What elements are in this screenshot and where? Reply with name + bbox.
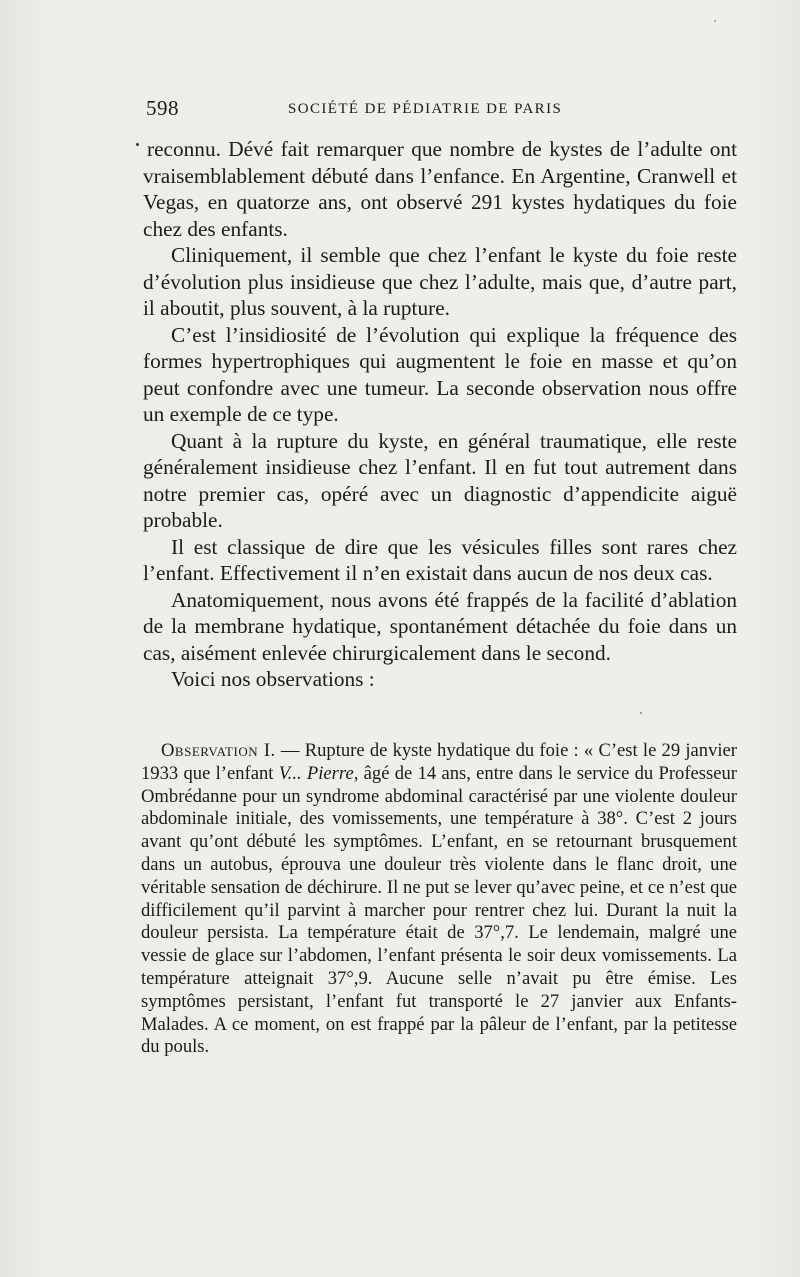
- paragraph: C’est l’insidiosité de l’évolution qui explique la fréquence des formes hypertrophiques qui augmentent le foie en masse et qu’on peut confondre avec une tumeur. La seconde observation nous offre un exemple de ce type.: [143, 322, 737, 426]
- ink-speck: [640, 712, 642, 714]
- paragraph: Anatomiquement, nous avons été frappés de la facilité d’ablation de la membrane hydatique, spontanément détachée du foie dans un cas, aisément enlevée chirurgicalement dans le second.: [143, 587, 737, 665]
- page-number: 598: [146, 96, 179, 120]
- paragraph: Il est classique de dire que les vésicules filles sont rares chez l’enfant. Effectivement il n’en existait dans aucun de nos deux cas.: [143, 534, 737, 585]
- ink-speck: [136, 143, 139, 146]
- observation-text: âgé de 14 ans, entre dans le service du Professeur Ombrédanne pour un syndrome abdominal caractérisé par une violente douleur abdominale initiale, des vomissements, une température à 38°. C’est 2 jours avant qu’ont débuté les symptômes. L’enfant, en se retournant brusquement dans un autobus, éprouva une douleur très violente dans le flanc droit, une véritable sensation de déchirure. Il ne put se lever qu’avec peine, et ce n’est que difficilement qu’il parvint à marcher pour rentrer chez lui. Durant la nuit la douleur persista. La température était de 37°,7. Le lendemain, malgré une vessie de glace sur l’abdomen, l’enfant présenta le soir deux vomissements. La température atteignait 37°,9. Aucune selle n’avait pu être émise. Les symptômes persistant, l’enfant fut transporté le 27 janvier aux Enfants-Malades. A ce moment, on est frappé par la pâleur de l’enfant, par la petitesse du pouls.: [141, 762, 738, 1058]
- observation-paragraph: [141, 740, 737, 1059]
- paragraph: reconnu. Dévé fait remarquer que nombre de kystes de l’adulte ont vraisemblablement débuté dans l’enfance. En Argentine, Cranwell et Vegas, en quatorze ans, ont observé 291 kystes hydatiques du foie chez des enfants.: [143, 137, 737, 241]
- paragraph: Quant à la rupture du kyste, en général traumatique, elle reste généralement insidieuse chez l’enfant. Il en fut tout autrement dans notre premier cas, opéré avec un diagnostic d’appendicite aiguë probable.: [143, 428, 737, 532]
- paragraph: Cliniquement, il semble que chez l’enfant le kyste du foie reste d’évolution plus insidieuse que chez l’adulte, mais que, d’autre part, il aboutit, plus souvent, à la rupture.: [143, 243, 737, 320]
- main-text: [143, 136, 737, 693]
- patient-name: V... Pierre,: [278, 762, 359, 784]
- page-header: [146, 96, 746, 126]
- paragraph: Voici nos observations :: [171, 667, 375, 691]
- observation-label: Observation I.: [161, 740, 276, 761]
- running-title: SOCIÉTÉ DE PÉDIATRIE DE PARIS: [288, 101, 563, 117]
- ink-speck: [714, 20, 716, 22]
- observation-text: — Rupture de kyste hydatique du foie : « C’est le 29 janvier 1933 que l’enfant: [141, 740, 737, 784]
- observation-section: [141, 740, 737, 1059]
